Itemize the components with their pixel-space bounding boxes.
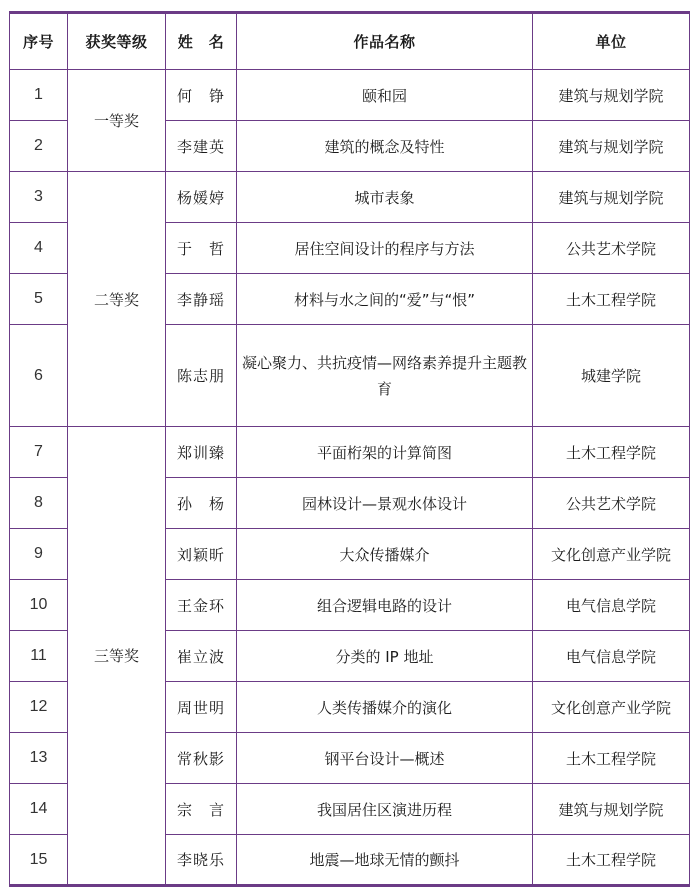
level-cell-third: 三等奖 [68,427,166,886]
name-cell: 陈志朋 [166,325,237,427]
unit-cell: 文化创意产业学院 [533,529,690,580]
unit-cell: 电气信息学院 [533,580,690,631]
table-row [10,427,690,478]
name-cell: 李静瑶 [166,274,237,325]
level-cell-first: 一等奖 [68,70,166,172]
unit-cell: 文化创意产业学院 [533,682,690,733]
work-cell: 城市表象 [237,172,533,223]
unit-cell: 城建学院 [533,325,690,427]
name-cell: 郑训臻 [166,427,237,478]
name-cell: 宗 言 [166,784,237,835]
seq-cell: 13 [10,733,68,784]
unit-cell: 建筑与规划学院 [533,784,690,835]
seq-cell: 5 [10,274,68,325]
seq-cell: 10 [10,580,68,631]
work-cell: 居住空间设计的程序与方法 [237,223,533,274]
name-cell: 刘颖昕 [166,529,237,580]
unit-cell: 土木工程学院 [533,733,690,784]
unit-cell: 建筑与规划学院 [533,70,690,121]
header-unit: 单位 [533,13,690,70]
work-cell: 组合逻辑电路的设计 [237,580,533,631]
awards-table [9,11,690,887]
work-cell: 平面桁架的计算简图 [237,427,533,478]
name-cell: 何 铮 [166,70,237,121]
level-cell-second: 二等奖 [68,172,166,427]
seq-cell: 14 [10,784,68,835]
seq-cell: 6 [10,325,68,427]
unit-cell: 公共艺术学院 [533,223,690,274]
table-row [10,70,690,121]
name-cell: 周世明 [166,682,237,733]
seq-cell: 4 [10,223,68,274]
seq-cell: 15 [10,835,68,886]
header-row [10,13,690,70]
seq-cell: 7 [10,427,68,478]
unit-cell: 建筑与规划学院 [533,121,690,172]
name-cell: 王金环 [166,580,237,631]
name-cell: 常秋影 [166,733,237,784]
work-cell: 我国居住区演进历程 [237,784,533,835]
seq-cell: 1 [10,70,68,121]
work-cell: 分类的 IP 地址 [237,631,533,682]
unit-cell: 土木工程学院 [533,427,690,478]
unit-cell: 建筑与规划学院 [533,172,690,223]
work-cell: 园林设计—景观水体设计 [237,478,533,529]
name-cell: 孙 杨 [166,478,237,529]
name-cell: 于 哲 [166,223,237,274]
seq-cell: 3 [10,172,68,223]
seq-cell: 11 [10,631,68,682]
header-level: 获奖等级 [68,13,166,70]
name-cell: 李晓乐 [166,835,237,886]
seq-cell: 2 [10,121,68,172]
work-cell: 材料与水之间的“爱”与“恨” [237,274,533,325]
work-cell: 建筑的概念及特性 [237,121,533,172]
header-work: 作品名称 [237,13,533,70]
work-cell: 大众传播媒介 [237,529,533,580]
header-name: 姓 名 [166,13,237,70]
header-seq: 序号 [10,13,68,70]
unit-cell: 土木工程学院 [533,835,690,886]
work-cell: 人类传播媒介的演化 [237,682,533,733]
name-cell: 崔立波 [166,631,237,682]
work-cell: 地震—地球无情的颤抖 [237,835,533,886]
seq-cell: 9 [10,529,68,580]
seq-cell: 12 [10,682,68,733]
unit-cell: 公共艺术学院 [533,478,690,529]
work-cell: 凝心聚力、共抗疫情—网络素养提升主题教育 [237,325,533,427]
work-cell: 颐和园 [237,70,533,121]
table-row [10,172,690,223]
name-cell: 李建英 [166,121,237,172]
seq-cell: 8 [10,478,68,529]
unit-cell: 土木工程学院 [533,274,690,325]
unit-cell: 电气信息学院 [533,631,690,682]
name-cell: 杨媛婷 [166,172,237,223]
work-cell: 钢平台设计—概述 [237,733,533,784]
